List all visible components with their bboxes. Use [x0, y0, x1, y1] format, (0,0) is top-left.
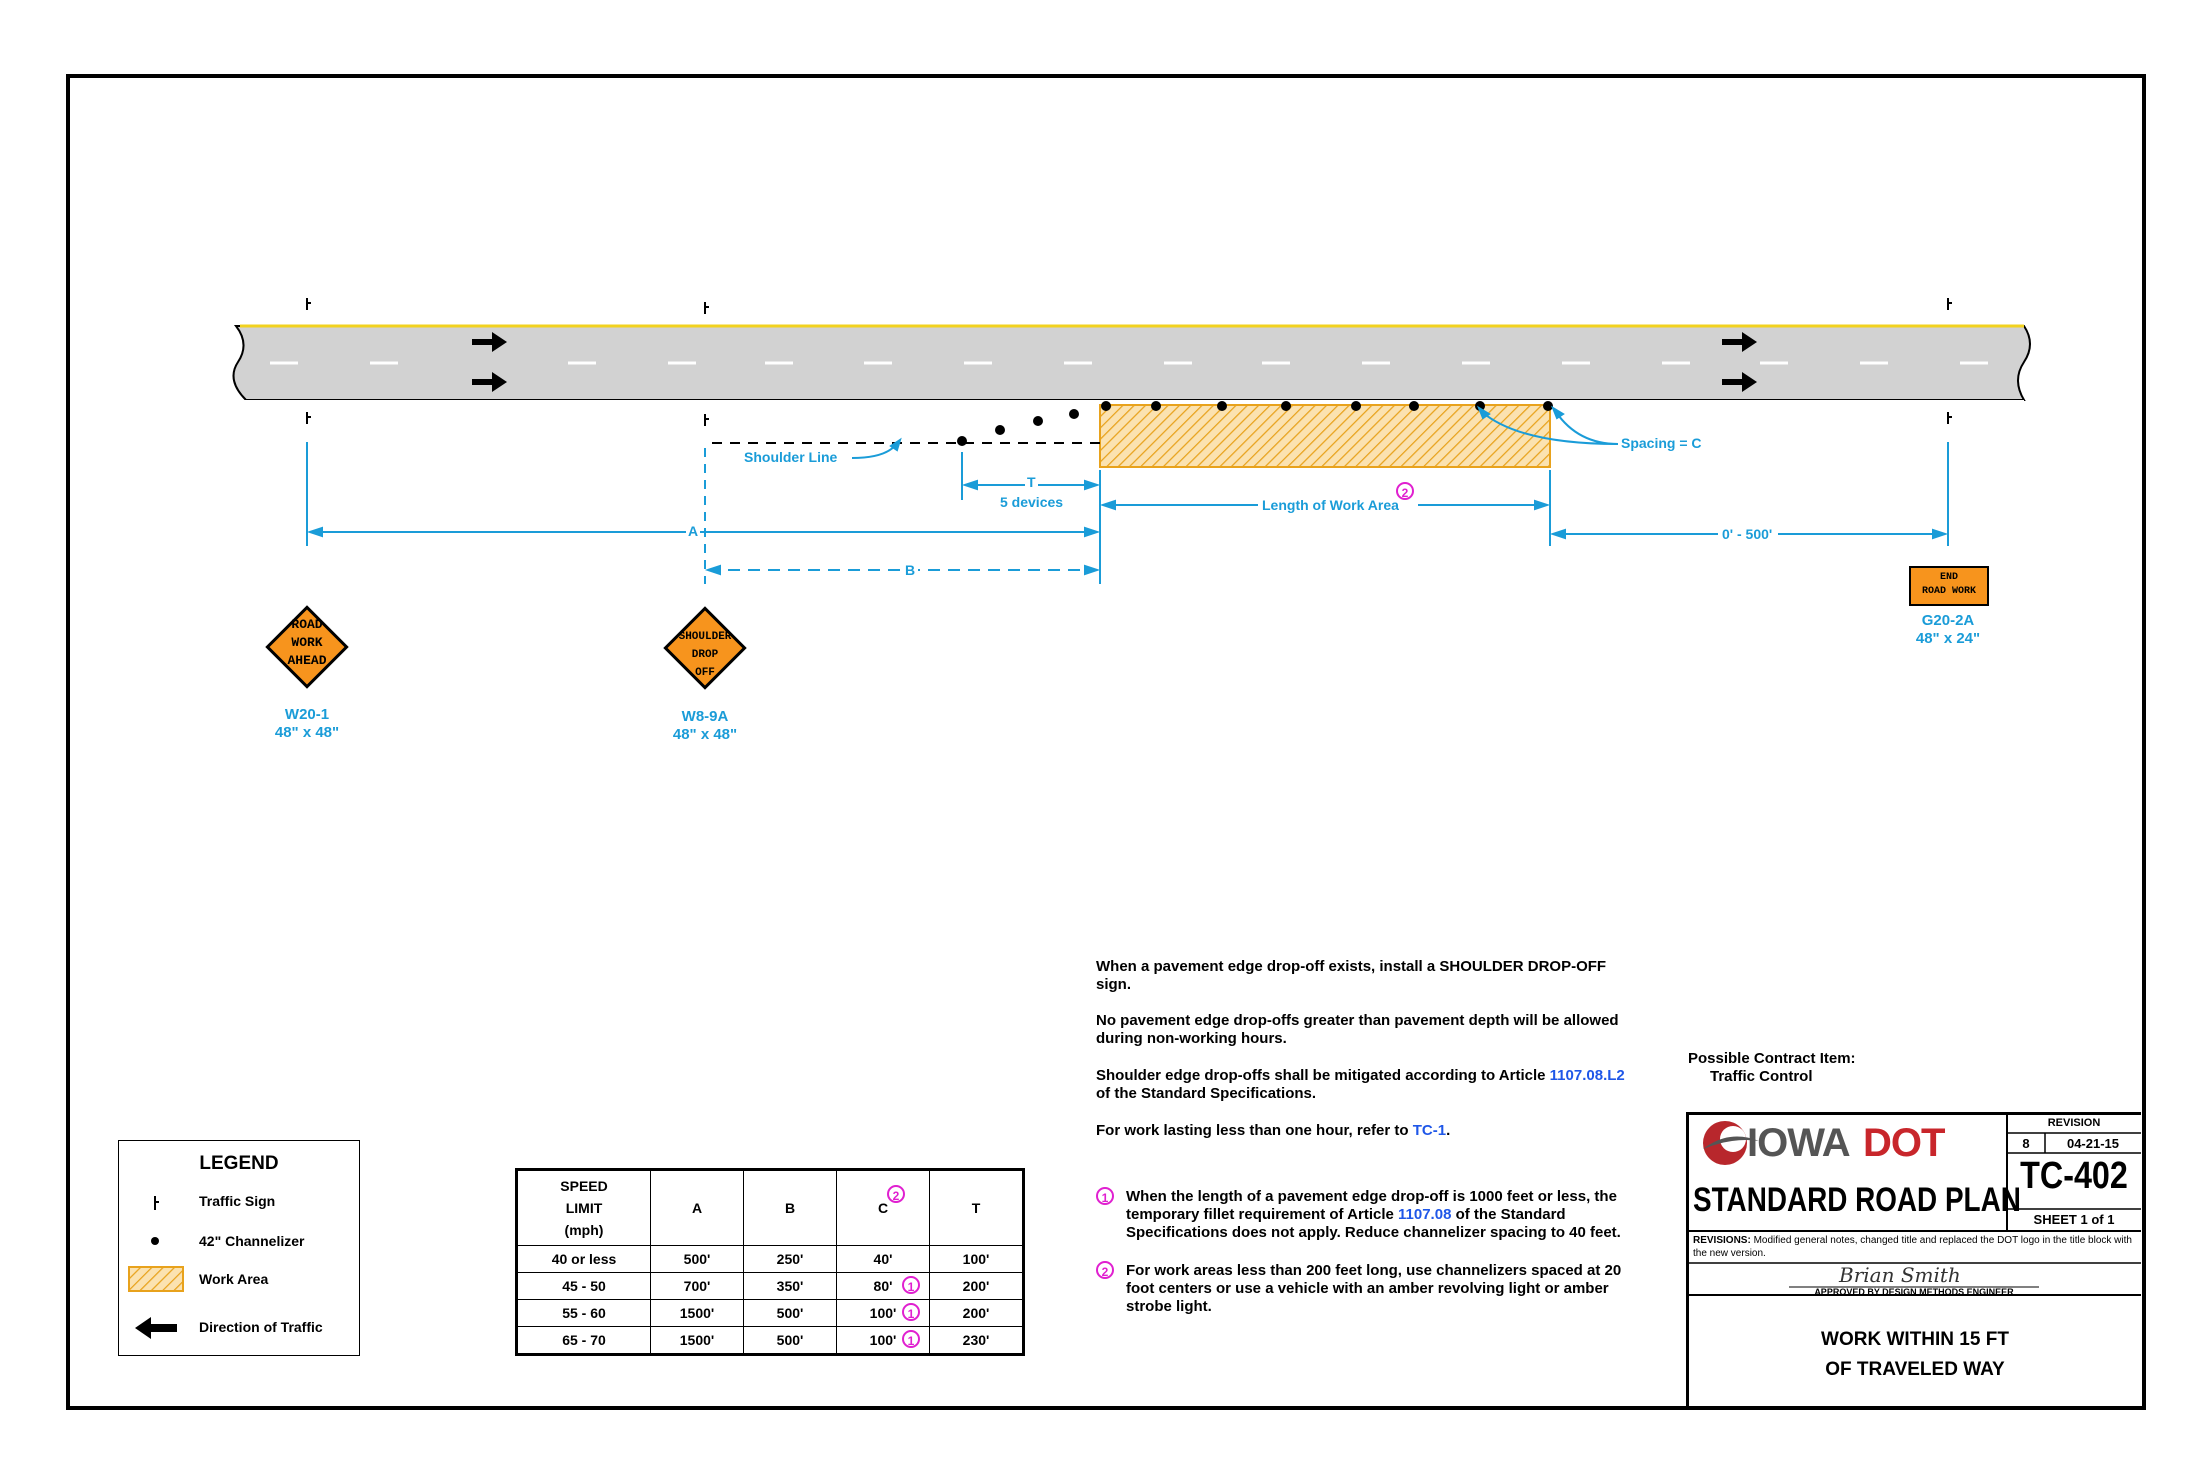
sign-2-label [655, 708, 755, 744]
table-row [517, 1246, 1024, 1273]
note-3-text: Shoulder edge drop-offs shall be mitigated according to Article [1096, 1067, 1550, 1084]
revisions-label: REVISIONS: [1693, 1235, 1751, 1246]
header-t: T [930, 1170, 1024, 1246]
approved-by: APPROVED BY DESIGN METHODS ENGINEER [1814, 1287, 2014, 1297]
sign-1-line: WORK [291, 635, 323, 650]
revision-number: 8 [2022, 1136, 2030, 1151]
numbered-note-1 [1126, 1188, 1646, 1242]
title-block [1686, 1112, 2141, 1407]
note-4-text-end: . [1446, 1122, 1451, 1139]
note-4-text: For work lasting less than one hour, refer to [1096, 1122, 1413, 1139]
note-3 [1096, 1067, 1636, 1103]
approval-signature: Brian Smith [1839, 1263, 1961, 1287]
cell-speed: 55 - 60 [517, 1300, 651, 1327]
end-distance-label: 0' - 500' [1722, 526, 1773, 542]
contract-item-value: Traffic Control [1710, 1068, 1813, 1085]
cell-speed: 45 - 50 [517, 1273, 651, 1300]
note-4 [1096, 1122, 1636, 1140]
t-dimension-label: T [1027, 474, 1036, 490]
legend-item-work-area: Work Area [199, 1271, 269, 1287]
sign-3-label [1898, 612, 1998, 648]
cell-speed: 40 or less [517, 1246, 651, 1273]
cell-c-note: 1 [902, 1276, 920, 1294]
spacing-label: Spacing = C [1621, 435, 1702, 451]
legend-item-direction: Direction of Traffic [199, 1319, 323, 1335]
revision-date: 04-21-15 [2066, 1136, 2120, 1151]
cell-c-value: 100' [869, 1332, 897, 1348]
logo-iowa: IOWA [1747, 1121, 1850, 1165]
sheet-title-line-1: WORK WITHIN 15 FT [1821, 1329, 2009, 1350]
sign-3-line: END [1939, 572, 1958, 583]
cell-t: 200' [930, 1273, 1024, 1300]
sign-size: 48" x 48" [672, 726, 738, 743]
note-number-2: 2 [1096, 1261, 1114, 1279]
cell-c: 40' [837, 1246, 930, 1273]
speed-table [515, 1168, 1025, 1356]
cell-c [837, 1300, 930, 1327]
revisions-text: Modified general notes, changed title and replaced the DOT logo in the title block with the new version. [1693, 1235, 2132, 1259]
cell-c-value: 80' [873, 1278, 893, 1294]
article-link[interactable]: 1107.08.L2 [1549, 1067, 1625, 1084]
table-row [517, 1273, 1024, 1300]
sign-2-text [655, 628, 755, 682]
cell-c-note: 1 [902, 1303, 920, 1321]
sign-1-text [267, 616, 347, 670]
cell-b: 350' [744, 1273, 837, 1300]
header-speed-limit: SPEED LIMIT (mph) [517, 1170, 651, 1246]
legend-title: LEGEND [199, 1153, 279, 1174]
cell-c [837, 1327, 930, 1355]
shoulder-line-label: Shoulder Line [744, 449, 838, 465]
cell-a: 500' [651, 1246, 744, 1273]
legend [118, 1140, 360, 1356]
sign-2-line: SHOULDER [678, 631, 732, 643]
header-c-note: 2 [887, 1185, 905, 1203]
cell-b: 500' [744, 1327, 837, 1355]
cell-c-note: 1 [902, 1330, 920, 1348]
numbered-note-1-text-end: of the Standard Specifications does not apply. Reduce channelizer spacing to 40 feet. [1126, 1206, 1621, 1241]
sign-2-line: OFF [695, 667, 715, 679]
sign-code: W8-9A [681, 708, 729, 725]
sign-3-text [1910, 571, 1988, 599]
cell-b: 250' [744, 1246, 837, 1273]
plan-number: TC-402 [2020, 1155, 2128, 1197]
cell-c-value: 100' [869, 1305, 897, 1321]
table-row [517, 1300, 1024, 1327]
sign-code: G20-2A [1921, 612, 1975, 629]
article-1107-08-link[interactable]: 1107.08 [1398, 1206, 1452, 1223]
note-number-1: 1 [1096, 1187, 1114, 1205]
note-3-text-end: of the Standard Specifications. [1096, 1085, 1317, 1102]
sheet-title-line-2: OF TRAVELED WAY [1825, 1359, 2005, 1380]
sheet-number: SHEET 1 of 1 [2033, 1212, 2115, 1227]
numbered-note-1-text: When the length of a pavement edge drop-off is 1000 feet or less, the temporary fillet requirement of Article [1126, 1188, 1617, 1223]
sign-3-line: ROAD WORK [1921, 586, 1976, 597]
cell-b: 500' [744, 1300, 837, 1327]
table-header-row [517, 1170, 1024, 1246]
cell-a: 1500' [651, 1300, 744, 1327]
table-row [517, 1327, 1024, 1355]
cell-c [837, 1273, 930, 1300]
sign-code: W20-1 [284, 706, 330, 723]
cell-t: 230' [930, 1327, 1024, 1355]
contract-item-label: Possible Contract Item: [1688, 1050, 1856, 1067]
tc1-link[interactable]: TC-1 [1412, 1122, 1447, 1139]
sign-1-line: AHEAD [287, 653, 327, 668]
sign-2-line: DROP [691, 649, 719, 661]
cell-a: 700' [651, 1273, 744, 1300]
header-c [837, 1170, 930, 1246]
revision-label: REVISION [2047, 1117, 2101, 1129]
legend-item-channelizer: 42" Channelizer [199, 1233, 305, 1249]
revisions-note [1693, 1234, 2137, 1260]
cell-t: 200' [930, 1300, 1024, 1327]
dimension-a-label: A [688, 523, 699, 539]
cell-t: 100' [930, 1246, 1024, 1273]
sign-1-label [257, 706, 357, 742]
sign-size: 48" x 24" [1915, 630, 1981, 647]
five-devices-label: 5 devices [1000, 494, 1064, 510]
note-2: No pavement edge drop-offs greater than pavement depth will be allowed during non-working hours. [1096, 1012, 1619, 1047]
sign-1-line: ROAD [291, 617, 323, 632]
legend-item-traffic-sign: Traffic Sign [199, 1193, 276, 1209]
plan-type: STANDARD ROAD PLAN [1693, 1181, 2021, 1219]
cell-speed: 65 - 70 [517, 1327, 651, 1355]
sign-size: 48" x 48" [274, 724, 340, 741]
dimension-b-label: B [902, 562, 918, 578]
header-a: A [651, 1170, 744, 1246]
cell-a: 1500' [651, 1327, 744, 1355]
work-length-label: Length of Work Area [1262, 497, 1399, 513]
note-1: When a pavement edge drop-off exists, install a SHOULDER DROP-OFF sign. [1096, 958, 1607, 993]
note-2-marker: 2 [1396, 482, 1414, 500]
logo-dot: DOT [1863, 1121, 1945, 1165]
header-b: B [744, 1170, 837, 1246]
numbered-note-2: For work areas less than 200 feet long, use channelizers spaced at 20 foot centers or use a vehicle with an amber revolving light or amber strobe light. [1126, 1262, 1622, 1315]
header-c-label: C [877, 1200, 889, 1216]
